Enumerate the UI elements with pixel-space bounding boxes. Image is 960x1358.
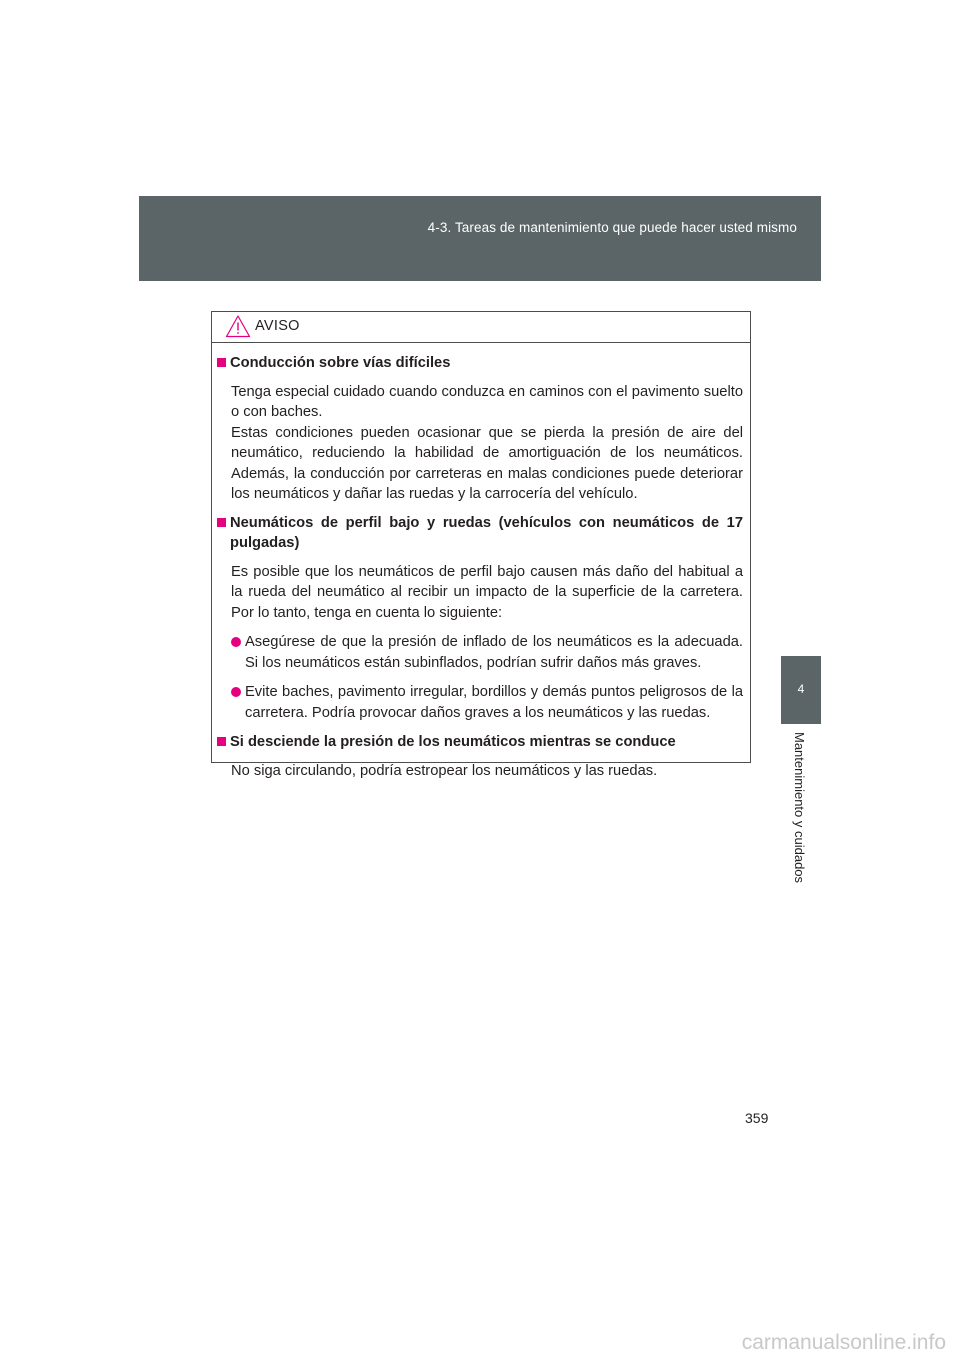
chapter-label: Mantenimiento y cuidados: [792, 732, 807, 884]
list-item-text: Evite baches, pavimento irregular, bordillos y demás puntos peligrosos de la carretera. Podría provocar daños graves a los neumáticos y las ruedas.: [245, 684, 743, 721]
list-item: [217, 632, 743, 673]
section-heading: [217, 732, 743, 753]
paragraph: No siga circulando, podría estropear los neumáticos y las ruedas.: [231, 762, 658, 779]
warning-box: [211, 311, 751, 779]
chapter-header: [139, 196, 821, 281]
paragraph: Estas condiciones pueden ocasionar que se pierda la presión de aire del neumático, reduciendo la habilidad de amortiguación de los neumáticos. Además, la conducción por carreteras en malas condiciones puede deteriorar los neumáticos y dañar las ruedas y la carrocería del vehículo.: [231, 424, 743, 502]
square-bullet-icon: [217, 737, 226, 746]
page-number: 359: [745, 1110, 769, 1126]
section-heading: [217, 513, 743, 554]
section-heading-text: Si desciende la presión de los neumáticos mientras se conduce: [230, 734, 676, 750]
watermark: carmanualsonline.info: [741, 1331, 946, 1354]
paragraph: Tenga especial cuidado cuando conduzca en caminos con el pavimento suelto o con baches.: [231, 383, 743, 420]
section-heading-text: Neumáticos de perfil bajo y ruedas (vehículos con neumáticos de 17 pulgadas): [230, 514, 743, 551]
warning-header: [212, 312, 750, 343]
paragraph: Es posible que los neumáticos de perfil bajo causen más daño del habitual a la rueda del neumático al recibir un impacto de la superficie de la carretera. Por lo tanto, tenga en cuenta lo siguiente:: [231, 563, 743, 621]
round-bullet-icon: [231, 637, 241, 647]
round-bullet-icon: [231, 687, 241, 697]
section-heading-text: Conducción sobre vías difíciles: [230, 355, 451, 371]
chapter-number: 4: [797, 682, 805, 696]
square-bullet-icon: [217, 358, 226, 367]
list-item: [217, 682, 743, 723]
square-bullet-icon: [217, 518, 226, 527]
list-item-text: Asegúrese de que la presión de inflado de los neumáticos es la adecuada. Si los neumáticos están subinflados, podrían sufrir daños más graves.: [245, 634, 743, 671]
warning-triangle-icon: [225, 314, 251, 338]
warning-title: AVISO: [255, 318, 300, 334]
warning-body: [212, 343, 750, 781]
section-title: 4-3. Tareas de mantenimiento que puede hacer usted mismo: [427, 220, 797, 235]
chapter-tab: [781, 656, 821, 724]
section-heading: [217, 353, 743, 374]
